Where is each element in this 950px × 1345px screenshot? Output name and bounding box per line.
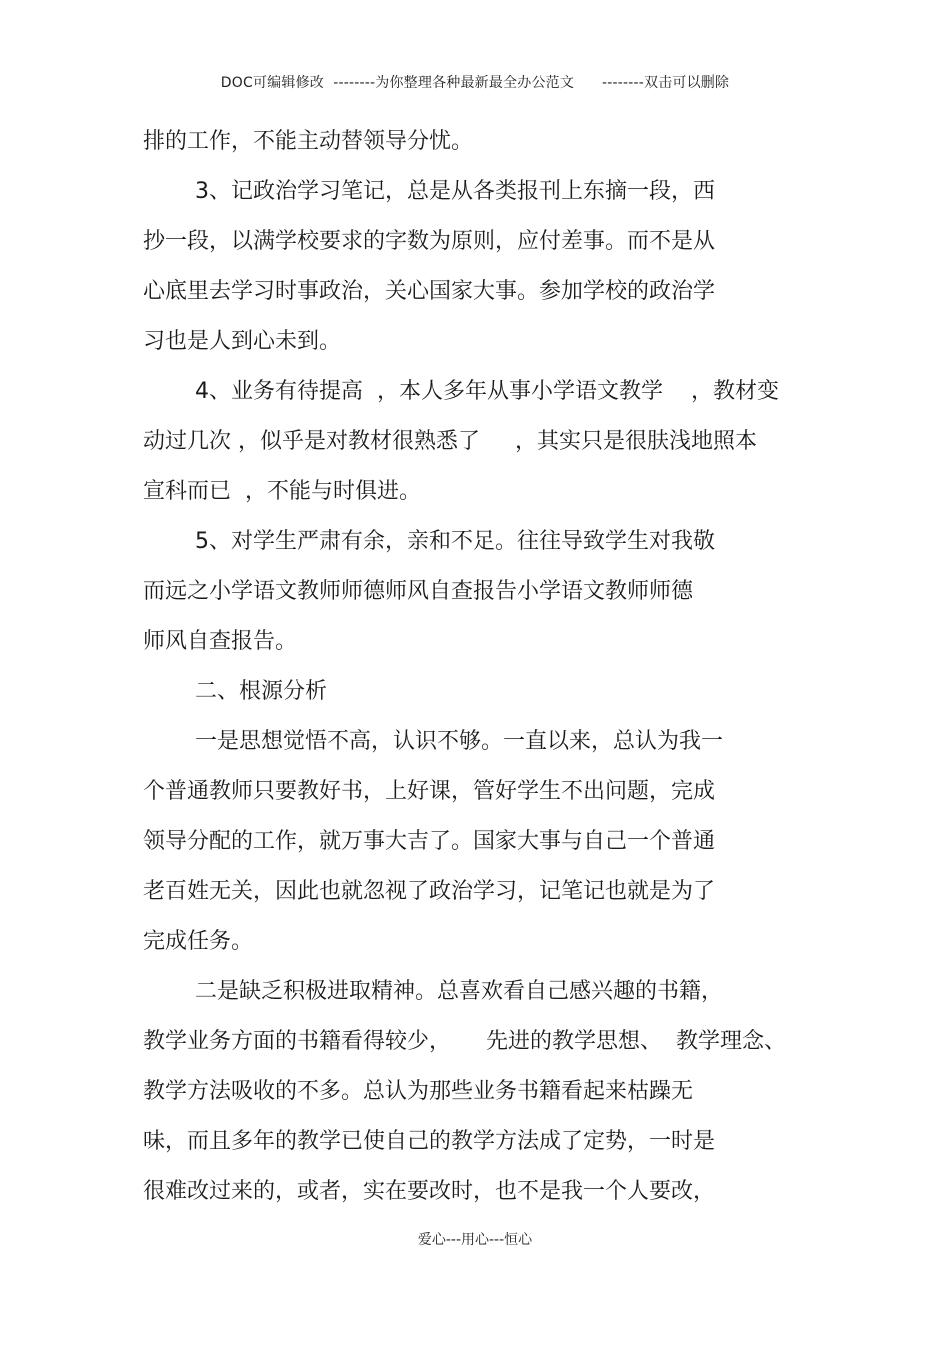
text-line: 4、业务有待提高 ，本人多年从事小学语文教学 ，教材变 xyxy=(195,379,779,404)
text-line: 抄一段，以满学校要求的字数为原则，应付差事。而不是从 xyxy=(143,229,716,254)
text-line: 教学方法吸收的不多。总认为那些业务书籍看起来枯躁无 xyxy=(143,1079,694,1104)
text-line: 5、对学生严肃有余，亲和不足。往往导致学生对我敬 xyxy=(195,529,715,554)
text-line: 完成任务。 xyxy=(143,929,254,954)
text-line: 二是缺乏积极进取精神。总喜欢看自己感兴趣的书籍， xyxy=(195,979,724,1004)
page-footer: 爱心---用心---恒心 xyxy=(417,1232,533,1248)
text-line: 排的工作，不能主动替领导分忧。 xyxy=(143,129,474,154)
text-line: 一是思想觉悟不高，认识不够。一直以来，总认为我一 xyxy=(195,729,724,754)
text-line: 老百姓无关，因此也就忽视了政治学习，记笔记也就是为了 xyxy=(143,879,716,904)
text-line: 领导分配的工作，就万事大吉了。国家大事与自己一个普通 xyxy=(143,829,716,854)
text-line: 师风自查报告。 xyxy=(143,629,298,654)
text-line: 而远之小学语文教师师德师风自查报告小学语文教师师德 xyxy=(143,579,694,604)
section-heading: 二、根源分析 xyxy=(195,679,328,704)
text-line: 3、记政治学习笔记，总是从各类报刊上东摘一段，西 xyxy=(195,179,715,204)
text-line: 心底里去学习时事政治，关心国家大事。参加学校的政治学 xyxy=(143,279,716,304)
page-header: DOC可编辑修改 --------为你整理各种最新最全办公范文 --------双击可以删除 xyxy=(220,75,730,91)
text-line: 习也是人到心未到。 xyxy=(143,329,342,354)
text-line: 个普通教师只要教好书，上好课，管好学生不出问题，完成 xyxy=(143,779,716,804)
text-line: 很难改过来的，或者，实在要改时，也不是我一个人要改， xyxy=(143,1179,716,1204)
text-line: 教学业务方面的书籍看得较少， 先进的教学思想、 教学理念、 xyxy=(143,1029,786,1054)
text-line: 宣科而已 ，不能与时俱进。 xyxy=(143,479,421,504)
text-line: 味，而且多年的教学已使自己的教学方法成了定势，一时是 xyxy=(143,1129,716,1154)
text-line: 动过几次 ，似乎是对教材很熟悉了 ，其实只是很肤浅地照本 xyxy=(143,429,757,454)
